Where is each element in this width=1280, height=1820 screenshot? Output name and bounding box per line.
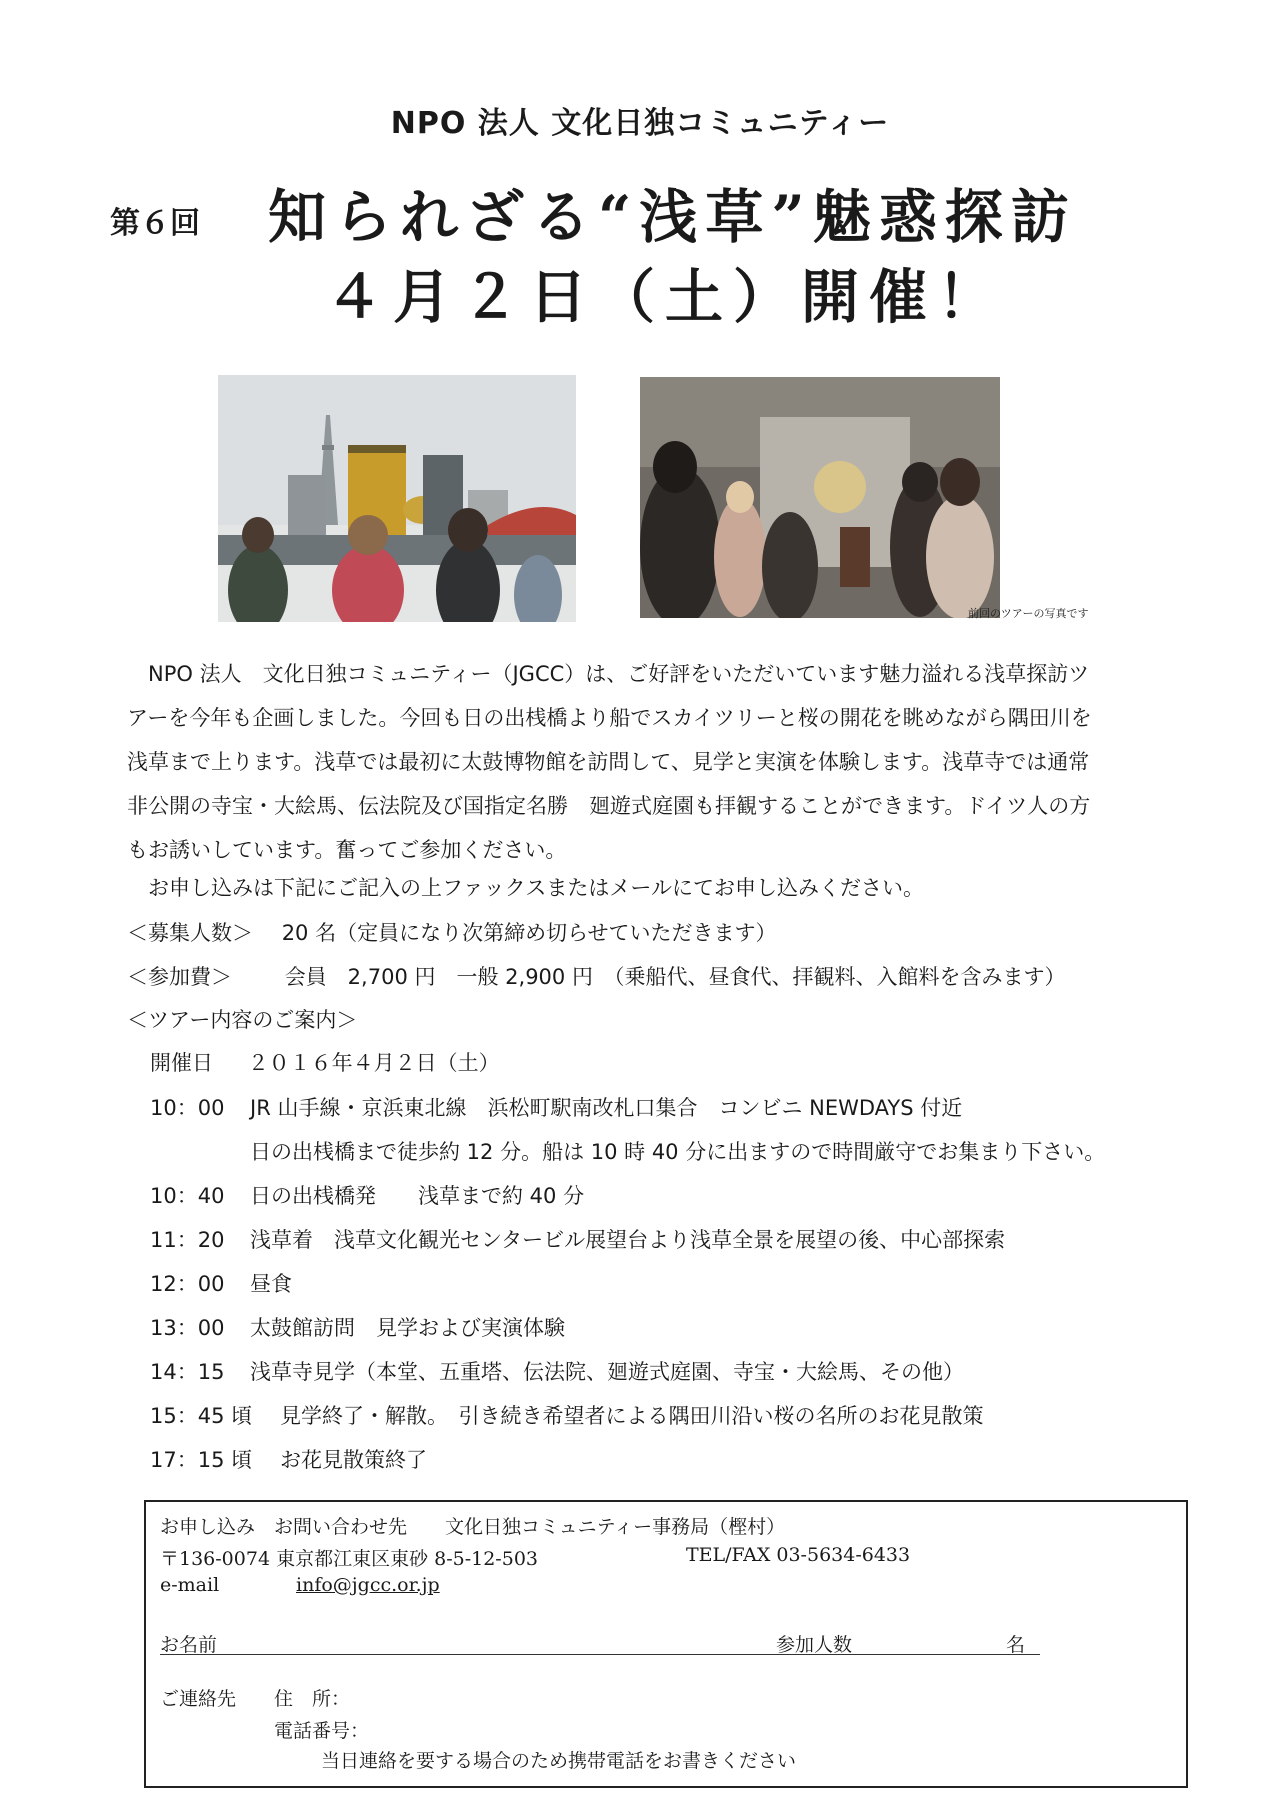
photo-caption: 前回のツアーの写真です <box>968 607 1089 620</box>
event-date-headline: ４月２日（土）開催！ <box>325 263 1006 331</box>
schedule-time: 10：00 <box>150 1096 225 1120</box>
contact-form-box <box>144 1500 1188 1788</box>
photo-taiko-museum <box>640 377 1000 618</box>
schedule-desc: 日の出桟橋発 浅草まで約 40 分 <box>250 1184 585 1208</box>
recruit-value: 20 名（定員になり次第締め切らせていただきます） <box>281 921 777 945</box>
title-text: 知られざる“浅草”魅惑探訪 <box>268 183 1077 251</box>
schedule-time: 15：45 頃 <box>150 1404 253 1428</box>
recruit-row <box>127 917 776 947</box>
email-link[interactable]: info@jgcc.or.jp <box>296 1574 440 1596</box>
name-label: お名前 <box>160 1634 218 1656</box>
schedule-time: 13：00 <box>150 1316 225 1340</box>
schedule-time: 10：40 <box>150 1184 225 1208</box>
schedule-desc: JR 山手線・京浜東北線 浜松町駅南改札口集合 コンビニ NEWDAYS 付近 <box>250 1096 963 1120</box>
fee-row <box>127 961 1065 991</box>
schedule-desc: 太鼓館訪問 見学および実演体験 <box>250 1316 565 1340</box>
schedule-desc: 見学終了・解散。 引き続き希望者による隅田川沿い桜の名所のお花見散策 <box>280 1404 984 1428</box>
schedule-desc: 浅草寺見学（本堂、五重塔、伝法院、廻遊式庭園、寺宝・大絵馬、その他） <box>250 1360 964 1384</box>
date-label: 開催日 <box>150 1051 213 1075</box>
count-unit: 名 <box>1006 1634 1026 1656</box>
tel-fax: TEL/FAX 03-5634-6433 <box>686 1544 911 1566</box>
email-label: e-mail <box>160 1574 220 1596</box>
postal-address: 〒136-0074 東京都江東区東砂 8-5-12-503 <box>160 1548 538 1570</box>
event-title <box>110 170 1190 251</box>
schedule-time: 11：20 <box>150 1228 225 1252</box>
count-label: 参加人数 <box>776 1634 853 1656</box>
intro-line: アーを今年も企画しました。今回も日の出桟橋より船でスカイツリーと桜の開花を眺めながら隅田川を <box>127 706 1092 730</box>
address-label: 住 所： <box>274 1688 351 1710</box>
schedule-desc: お花見散策終了 <box>280 1448 427 1472</box>
intro-line: 非公開の寺宝・大絵馬、伝法院及び国指定名勝 廻遊式庭園も拝観することができます。ドイツ人の方 <box>127 794 1091 818</box>
schedule-time: 12：00 <box>150 1272 225 1296</box>
recruit-label: ＜募集人数＞ <box>127 921 253 945</box>
intro-line: もお誘いしています。奮ってご参加ください。 <box>127 838 567 862</box>
apply-note: お申し込みは下記にご記入の上ファックスまたはメールにてお申し込みください。 <box>148 876 924 900</box>
schedule-desc: 昼食 <box>250 1272 292 1296</box>
photo-asakusa-riverside <box>218 375 576 622</box>
intro-paragraph <box>127 652 1187 872</box>
schedule-time: 14：15 <box>150 1360 225 1384</box>
intro-line: 浅草まで上ります。浅草では最初に太鼓博物館を訪問して、見学と実演を体験します。浅草寺では通常 <box>127 750 1090 774</box>
organization-name: NPO 法人 文化日独コミュニティー <box>390 106 890 141</box>
phone-note: 当日連絡を要する場合のため携帯電話をお書きください <box>321 1750 797 1772</box>
edition-label: 第６回 <box>110 206 200 241</box>
name-field-line[interactable] <box>160 1654 1040 1655</box>
intro-line: NPO 法人 文化日独コミュニティー（JGCC）は、ご好評をいただいています魅力溢れる浅草探訪ツ <box>148 662 1090 686</box>
phone-label: 電話番号： <box>274 1720 370 1742</box>
fee-value: 会員 2,700 円 一般 2,900 円 （乗船代、昼食代、拝観料、入館料を含みます） <box>284 965 1066 989</box>
date-row <box>150 1047 500 1077</box>
schedule-desc: 浅草着 浅草文化観光センタービル展望台より浅草全景を展望の後、中心部探索 <box>250 1228 1006 1252</box>
tour-label: ＜ツアー内容のご案内＞ <box>127 1008 358 1032</box>
contact-heading: お申し込み お問い合わせ先 文化日独コミュニティー事務局（樫村） <box>160 1516 786 1538</box>
schedule-time: 17：15 頃 <box>150 1448 253 1472</box>
date-value: ２０１６年４月２日（土） <box>247 1051 500 1075</box>
contact-label: ご連絡先 <box>160 1688 237 1710</box>
fee-label: ＜参加費＞ <box>127 965 232 989</box>
schedule-desc: 日の出桟橋まで徒歩約 12 分。船は 10 時 40 分に出ますので時間厳守でお集まり下さい。 <box>250 1140 1106 1164</box>
